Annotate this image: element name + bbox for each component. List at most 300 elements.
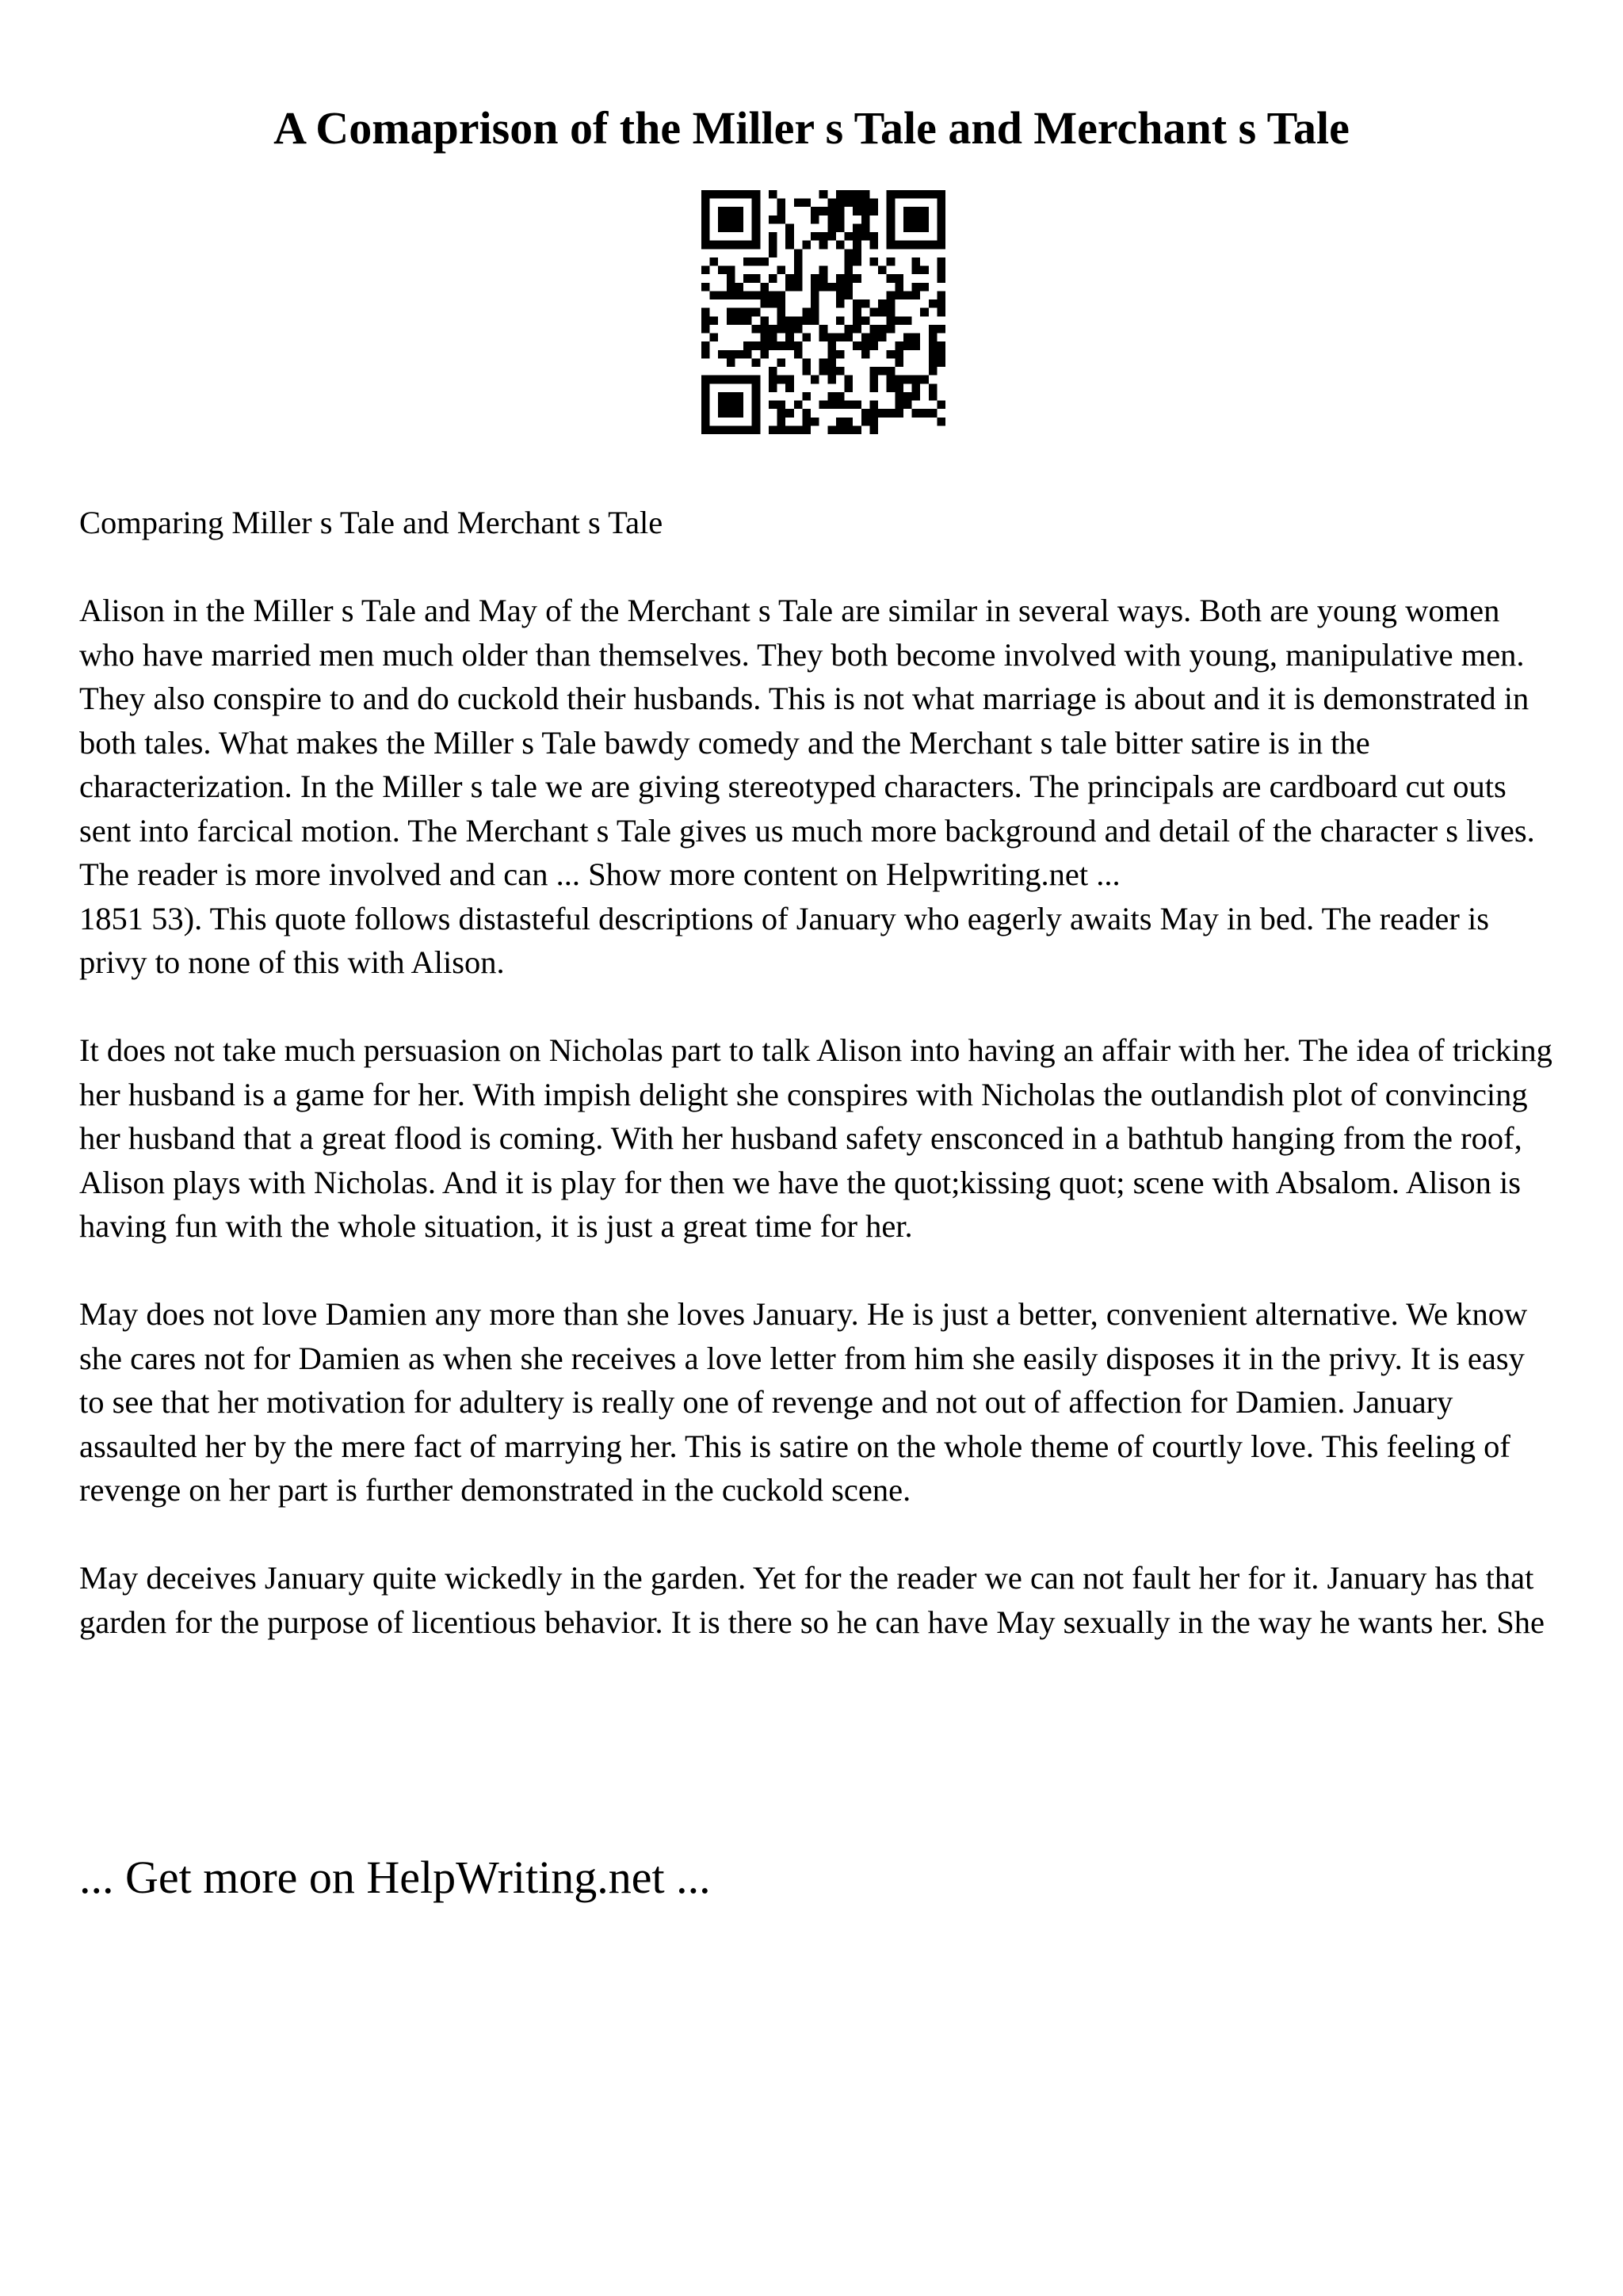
- qr-module: [937, 325, 945, 334]
- qr-module: [937, 308, 945, 317]
- qr-module: [819, 241, 828, 250]
- qr-module: [920, 215, 929, 224]
- qr-module: [869, 308, 878, 317]
- qr-module: [853, 232, 861, 241]
- qr-module: [811, 274, 819, 283]
- qr-module: [845, 283, 854, 292]
- qr-module: [869, 367, 878, 376]
- qr-module: [802, 392, 811, 401]
- qr-module: [785, 223, 794, 232]
- qr-module: [718, 291, 727, 299]
- qr-module: [845, 274, 854, 283]
- qr-module: [794, 266, 803, 275]
- qr-module: [718, 190, 727, 199]
- qr-module: [836, 207, 845, 215]
- qr-module: [903, 223, 912, 232]
- qr-module: [845, 291, 854, 299]
- qr-module: [802, 367, 811, 376]
- qr-module: [794, 274, 803, 283]
- qr-module: [701, 232, 710, 241]
- qr-module: [701, 283, 710, 292]
- qr-module: [710, 425, 719, 434]
- qr-module: [845, 383, 854, 392]
- qr-module: [920, 409, 929, 418]
- qr-module: [769, 190, 777, 199]
- qr-module: [861, 199, 870, 208]
- qr-module: [743, 190, 752, 199]
- qr-module: [735, 425, 743, 434]
- qr-module: [853, 316, 861, 325]
- qr-module: [760, 299, 769, 308]
- qr-module: [727, 215, 735, 224]
- qr-module: [735, 316, 743, 325]
- qr-module: [819, 190, 828, 199]
- qr-module: [836, 392, 845, 401]
- qr-module: [718, 401, 727, 410]
- qr-module: [869, 401, 878, 410]
- qr-module: [727, 358, 735, 367]
- qr-module: [869, 325, 878, 334]
- qr-module: [903, 207, 912, 215]
- qr-module: [802, 316, 811, 325]
- qr-module: [887, 325, 896, 334]
- qr-module: [727, 425, 735, 434]
- qr-module: [827, 334, 836, 342]
- qr-module: [752, 376, 761, 384]
- qr-module: [811, 232, 819, 241]
- qr-module: [752, 291, 761, 299]
- qr-module: [929, 334, 938, 342]
- qr-module: [827, 367, 836, 376]
- qr-module: [836, 199, 845, 208]
- qr-module: [912, 257, 921, 266]
- qr-module: [710, 316, 719, 325]
- qr-module: [701, 418, 710, 426]
- qr-module: [735, 308, 743, 317]
- qr-module: [887, 223, 896, 232]
- qr-module: [752, 392, 761, 401]
- qr-module: [929, 383, 938, 392]
- qr-module: [861, 232, 870, 241]
- qr-module: [827, 425, 836, 434]
- qr-module: [710, 257, 719, 266]
- qr-module: [752, 241, 761, 250]
- qr-module: [836, 241, 845, 250]
- qr-module: [735, 376, 743, 384]
- qr-module: [752, 190, 761, 199]
- qr-module: [710, 241, 719, 250]
- qr-module: [794, 316, 803, 325]
- qr-module: [912, 223, 921, 232]
- qr-module: [937, 266, 945, 275]
- qr-module: [853, 190, 861, 199]
- qr-module: [769, 401, 777, 410]
- document-title: A Comaprison of the Miller s Tale and Merchant s Tale: [273, 102, 1350, 154]
- qr-module: [743, 425, 752, 434]
- qr-module: [777, 425, 786, 434]
- qr-module: [777, 409, 786, 418]
- qr-module: [920, 223, 929, 232]
- qr-module: [903, 241, 912, 250]
- qr-module: [727, 207, 735, 215]
- qr-module: [752, 409, 761, 418]
- qr-module: [743, 376, 752, 384]
- qr-module: [878, 266, 887, 275]
- qr-module: [701, 266, 710, 275]
- qr-module: [827, 223, 836, 232]
- qr-module: [777, 299, 786, 308]
- qr-module: [895, 392, 903, 401]
- qr-module: [887, 299, 896, 308]
- qr-module: [760, 325, 769, 334]
- qr-module: [752, 325, 761, 334]
- qr-module: [853, 249, 861, 257]
- document-subtitle: Comparing Miller s Tale and Merchant s Tale: [79, 505, 663, 540]
- qr-module: [802, 409, 811, 418]
- paragraph-3: It does not take much persuasion on Nicholas part to talk Alison into having an affair with her. The idea of tricking her husband is a game for her. With impish delight she conspires with Nicholas the outlandish plot of convincing her husband that a great flood is coming. With her husband safety ensconced in a bathtub hanging from the roof, Alison plays with Nicholas. And it is play for then we have the quot;kissing quot; scene with Absalom. Alison is having fun with the whole situation, it is just a great time for her.: [79, 1032, 1552, 1244]
- qr-module: [794, 283, 803, 292]
- qr-module: [903, 215, 912, 224]
- qr-module: [869, 241, 878, 250]
- qr-module: [869, 425, 878, 434]
- qr-module: [777, 199, 786, 208]
- qr-module: [743, 316, 752, 325]
- qr-module: [920, 241, 929, 250]
- qr-module: [869, 334, 878, 342]
- qr-module: [861, 418, 870, 426]
- qr-module: [701, 341, 710, 350]
- qr-module: [887, 199, 896, 208]
- qr-module: [769, 334, 777, 342]
- qr-module: [937, 418, 945, 426]
- qr-module: [752, 341, 761, 350]
- qr-module: [861, 409, 870, 418]
- qr-module: [794, 249, 803, 257]
- qr-module: [869, 257, 878, 266]
- qr-module: [929, 350, 938, 359]
- qr-module: [887, 376, 896, 384]
- qr-module: [727, 409, 735, 418]
- qr-module: [735, 215, 743, 224]
- qr-module: [836, 418, 845, 426]
- qr-module: [895, 190, 903, 199]
- qr-module: [929, 392, 938, 401]
- qr-module: [811, 418, 819, 426]
- qr-module: [912, 283, 921, 292]
- paragraph-5: May deceives January quite wickedly in the garden. Yet for the reader we can not fault her for it. January has that garden for the purpose of licentious behavior. It is there so he can have May sexually in the way he wants her. She: [79, 1560, 1545, 1640]
- qr-module: [878, 325, 887, 334]
- qr-module: [912, 266, 921, 275]
- qr-module: [869, 232, 878, 241]
- qr-module: [794, 257, 803, 266]
- qr-module: [937, 350, 945, 359]
- qr-module: [929, 190, 938, 199]
- qr-module: [878, 299, 887, 308]
- qr-module: [701, 350, 710, 359]
- qr-module: [903, 341, 912, 350]
- qr-module: [727, 376, 735, 384]
- qr-module: [701, 401, 710, 410]
- qr-module: [743, 308, 752, 317]
- qr-module: [836, 299, 845, 308]
- qr-module: [878, 334, 887, 342]
- qr-module: [827, 376, 836, 384]
- qr-module: [827, 350, 836, 359]
- qr-module: [912, 409, 921, 418]
- qr-module: [903, 190, 912, 199]
- qr-module: [827, 392, 836, 401]
- qr-module: [811, 376, 819, 384]
- qr-module: [735, 291, 743, 299]
- qr-module: [895, 383, 903, 392]
- qr-module: [752, 358, 761, 367]
- qr-module: [785, 341, 794, 350]
- qr-module: [895, 341, 903, 350]
- qr-module: [819, 401, 828, 410]
- qr-module: [827, 199, 836, 208]
- qr-module: [887, 350, 896, 359]
- qr-module: [794, 425, 803, 434]
- qr-module: [937, 190, 945, 199]
- paragraph-4: May does not love Damien any more than she loves January. He is just a better, convenient alternative. We know she cares not for Damien as when she receives a love letter from him she easily disposes it in the privy. It is easy to see that her motivation for adultery is really one of revenge and not out of affection for Damien. January assaulted her by the mere fact of marrying her. This is satire on the whole theme of courtly love. This feeling of revenge on her part is further demonstrated in the cuckold scene.: [79, 1296, 1528, 1508]
- qr-module: [929, 299, 938, 308]
- qr-module: [785, 241, 794, 250]
- qr-module: [718, 266, 727, 275]
- qr-module: [743, 291, 752, 299]
- qr-module: [769, 425, 777, 434]
- qr-module: [760, 257, 769, 266]
- qr-module: [887, 308, 896, 317]
- qr-module: [887, 232, 896, 241]
- qr-module: [718, 376, 727, 384]
- qr-module: [845, 418, 854, 426]
- qr-module: [785, 376, 794, 384]
- qr-module: [853, 257, 861, 266]
- qr-module: [836, 316, 845, 325]
- qr-module: [827, 358, 836, 367]
- qr-module: [845, 249, 854, 257]
- qr-module: [735, 190, 743, 199]
- qr-module: [819, 358, 828, 367]
- qr-module: [710, 291, 719, 299]
- qr-module: [701, 376, 710, 384]
- qr-module: [861, 215, 870, 224]
- qr-module: [735, 207, 743, 215]
- qr-module: [777, 207, 786, 215]
- qr-module: [920, 283, 929, 292]
- qr-module: [861, 190, 870, 199]
- qr-module: [718, 425, 727, 434]
- qr-module: [701, 316, 710, 325]
- qr-module: [937, 207, 945, 215]
- qr-module: [912, 334, 921, 342]
- qr-module: [777, 325, 786, 334]
- qr-module: [802, 358, 811, 367]
- qr-module: [912, 215, 921, 224]
- qr-module: [785, 334, 794, 342]
- qr-module: [735, 350, 743, 359]
- qr-module: [701, 383, 710, 392]
- qr-module: [845, 266, 854, 275]
- qr-module: [827, 207, 836, 215]
- qr-module: [710, 376, 719, 384]
- qr-module: [718, 241, 727, 250]
- qr-module: [895, 274, 903, 283]
- qr-module: [895, 350, 903, 359]
- qr-module: [853, 241, 861, 250]
- qr-module: [878, 409, 887, 418]
- qr-module: [777, 376, 786, 384]
- qr-module: [861, 350, 870, 359]
- qr-module: [836, 291, 845, 299]
- qr-module: [769, 215, 777, 224]
- qr-module: [920, 376, 929, 384]
- get-more-link[interactable]: ... Get more on HelpWriting.net ...: [79, 1852, 711, 1903]
- qr-module: [735, 241, 743, 250]
- qr-module: [937, 215, 945, 224]
- qr-module: [710, 190, 719, 199]
- qr-module: [727, 283, 735, 292]
- qr-module: [760, 291, 769, 299]
- qr-module: [887, 257, 896, 266]
- qr-module: [887, 367, 896, 376]
- qr-module: [929, 241, 938, 250]
- qr-module: [861, 207, 870, 215]
- qr-module: [819, 325, 828, 334]
- qr-module: [819, 266, 828, 275]
- qr-module: [903, 316, 912, 325]
- qr-module: [869, 207, 878, 215]
- qr-module: [853, 308, 861, 317]
- qr-module: [853, 425, 861, 434]
- paragraph-1: Alison in the Miller s Tale and May of the Merchant s Tale are similar in several ways. Both are young women who have married men much older than themselves. They both become involved with young, manipulative men. They also conspire to and do cuckold their husbands. This is not what marriage is about and it is demonstrated in both tales. What makes the Miller s Tale bawdy comedy and the Merchant s tale bitter satire is in the characterization. In the Miller s tale we are giving stereotyped characters. The principals are cardboard cut outs sent into farcical motion. The Merchant s Tale gives us much more background and detail of the character s lives. The reader is more involved and can ... Show more content on Helpwriting.net ...: [79, 593, 1535, 892]
- qr-module: [903, 334, 912, 342]
- qr-module: [912, 207, 921, 215]
- qr-module: [853, 207, 861, 215]
- qr-module: [887, 274, 896, 283]
- qr-module: [769, 383, 777, 392]
- qr-module: [937, 232, 945, 241]
- qr-module: [887, 215, 896, 224]
- qr-module: [794, 199, 803, 208]
- document-body: [79, 501, 1553, 1688]
- qr-module: [853, 223, 861, 232]
- qr-module: [853, 299, 861, 308]
- qr-module: [887, 383, 896, 392]
- qr-module: [929, 367, 938, 376]
- qr-module: [937, 199, 945, 208]
- qr-module: [861, 299, 870, 308]
- qr-module: [802, 308, 811, 317]
- qr-module: [743, 257, 752, 266]
- qr-module: [887, 241, 896, 250]
- qr-module: [802, 334, 811, 342]
- qr-module: [735, 392, 743, 401]
- qr-module: [912, 291, 921, 299]
- qr-module: [895, 291, 903, 299]
- qr-module: [861, 316, 870, 325]
- qr-module: [836, 274, 845, 283]
- qr-module: [735, 401, 743, 410]
- qr-module: [727, 291, 735, 299]
- qr-module: [819, 207, 828, 215]
- qr-module: [937, 341, 945, 350]
- qr-module: [752, 207, 761, 215]
- qr-module: [845, 334, 854, 342]
- qr-module: [794, 341, 803, 350]
- qr-module: [735, 283, 743, 292]
- qr-module: [929, 409, 938, 418]
- qr-module: [777, 316, 786, 325]
- qr-module: [752, 425, 761, 434]
- qr-code-icon: [701, 190, 945, 434]
- qr-module: [727, 350, 735, 359]
- qr-module: [727, 223, 735, 232]
- qr-module: [845, 425, 854, 434]
- qr-module: [836, 190, 845, 199]
- qr-module: [769, 291, 777, 299]
- qr-module: [853, 401, 861, 410]
- qr-module: [869, 376, 878, 384]
- paragraph-2: 1851 53). This quote follows distasteful descriptions of January who eagerly awaits May in bed. The reader is privy to none of this with Alison.: [79, 900, 1489, 980]
- qr-module: [785, 425, 794, 434]
- qr-module: [701, 190, 710, 199]
- qr-module: [701, 215, 710, 224]
- qr-module: [853, 325, 861, 334]
- qr-module: [836, 425, 845, 434]
- qr-module: [827, 341, 836, 350]
- qr-module: [845, 325, 854, 334]
- qr-module: [760, 350, 769, 359]
- qr-module: [903, 291, 912, 299]
- qr-module: [727, 241, 735, 250]
- qr-module: [903, 376, 912, 384]
- qr-module: [887, 190, 896, 199]
- qr-module: [827, 232, 836, 241]
- qr-module: [727, 392, 735, 401]
- qr-module: [701, 223, 710, 232]
- qr-module: [794, 325, 803, 334]
- qr-module: [937, 223, 945, 232]
- qr-module: [701, 308, 710, 317]
- qr-module: [937, 401, 945, 410]
- qr-module: [752, 257, 761, 266]
- qr-module: [802, 425, 811, 434]
- qr-module: [802, 199, 811, 208]
- qr-module: [836, 334, 845, 342]
- qr-module: [735, 223, 743, 232]
- qr-module: [718, 215, 727, 224]
- qr-module: [752, 232, 761, 241]
- qr-module: [785, 232, 794, 241]
- qr-module: [836, 223, 845, 232]
- qr-module: [912, 376, 921, 384]
- qr-module: [853, 199, 861, 208]
- qr-module: [727, 316, 735, 325]
- qr-module: [929, 325, 938, 334]
- qr-module: [777, 266, 786, 275]
- qr-module: [760, 334, 769, 342]
- qr-module: [912, 383, 921, 392]
- qr-module: [718, 223, 727, 232]
- qr-module: [887, 316, 896, 325]
- qr-module: [777, 341, 786, 350]
- qr-module: [895, 316, 903, 325]
- qr-module: [752, 418, 761, 426]
- qr-module: [912, 392, 921, 401]
- qr-module: [752, 401, 761, 410]
- qr-module: [937, 257, 945, 266]
